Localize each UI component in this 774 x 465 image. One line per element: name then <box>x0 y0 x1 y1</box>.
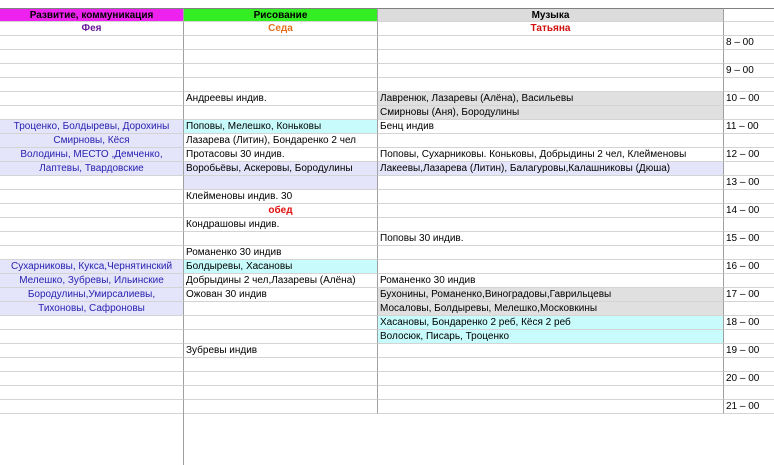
schedule-cell-c3[interactable]: Мосаловы, Болдыревы, Мелешко,Московкины <box>378 302 724 316</box>
time-cell[interactable] <box>724 386 774 400</box>
schedule-cell-c1[interactable]: Лаптевы, Твардовские <box>0 162 184 176</box>
schedule-row <box>0 162 774 176</box>
schedule-row <box>0 288 774 302</box>
schedule-cell-c2[interactable] <box>184 358 378 372</box>
schedule-cell-c3[interactable]: Поповы 30 индив. <box>378 232 724 246</box>
schedule-row <box>0 92 774 106</box>
schedule-cell-c1[interactable] <box>0 316 184 330</box>
time-cell[interactable]: 17 – 00 <box>724 288 774 302</box>
time-cell[interactable] <box>724 246 774 260</box>
time-cell[interactable] <box>724 106 774 120</box>
schedule-cell-c1[interactable] <box>0 176 184 190</box>
schedule-row <box>0 78 774 92</box>
schedule-cell-c1[interactable] <box>0 106 184 120</box>
schedule-row <box>0 232 774 246</box>
schedule-cell-c3[interactable] <box>378 372 724 386</box>
schedule-cell-c1[interactable] <box>0 64 184 78</box>
time-cell[interactable]: 9 – 00 <box>724 64 774 78</box>
schedule-cell-c2[interactable] <box>184 386 378 400</box>
schedule-cell-c3[interactable] <box>378 246 724 260</box>
schedule-cell-c2[interactable]: Протасовы 30 индив. <box>184 148 378 162</box>
schedule-cell-c3[interactable]: Бенц индив <box>378 120 724 134</box>
schedule-cell-c2[interactable]: обед <box>184 204 378 218</box>
schedule-row <box>0 134 774 148</box>
schedule-cell-c2[interactable] <box>184 36 378 50</box>
schedule-cell-c2[interactable] <box>184 302 378 316</box>
schedule-cell-c2[interactable] <box>184 176 378 190</box>
schedule-cell-c2[interactable]: Воробьёвы, Аскеровы, Бородулины <box>184 162 378 176</box>
time-cell[interactable] <box>724 190 774 204</box>
teacher-row <box>0 22 774 36</box>
schedule-cell-c3[interactable] <box>378 176 724 190</box>
schedule-row <box>0 64 774 78</box>
teacher-development[interactable]: Фея <box>0 22 184 36</box>
schedule-cell-c1[interactable] <box>0 232 184 246</box>
schedule-cell-c3[interactable] <box>378 190 724 204</box>
schedule-row <box>0 344 774 358</box>
schedule-row <box>0 260 774 274</box>
time-cell[interactable] <box>724 78 774 92</box>
subject-header-row <box>0 8 774 22</box>
schedule-cell-c3[interactable] <box>378 260 724 274</box>
schedule-cell-c1[interactable]: Тихоновы, Сафроновы <box>0 302 184 316</box>
schedule-cell-c3[interactable] <box>378 344 724 358</box>
schedule-cell-c2[interactable] <box>184 232 378 246</box>
time-header-cell[interactable] <box>724 8 774 22</box>
schedule-cell-c3[interactable] <box>378 64 724 78</box>
time-cell[interactable] <box>724 50 774 64</box>
schedule-cell-c3[interactable] <box>378 386 724 400</box>
schedule-cell-c2[interactable] <box>184 330 378 344</box>
time-cell[interactable]: 15 – 00 <box>724 232 774 246</box>
schedule-row <box>0 386 774 400</box>
schedule-cell-c3[interactable]: Волосюк, Писарь, Троценко <box>378 330 724 344</box>
schedule-cell-c1[interactable] <box>0 246 184 260</box>
schedule-cell-c2[interactable] <box>184 106 378 120</box>
time-cell[interactable] <box>724 22 774 36</box>
time-cell[interactable]: 8 – 00 <box>724 36 774 50</box>
schedule-cell-c2[interactable] <box>184 50 378 64</box>
schedule-cell-c3[interactable] <box>378 78 724 92</box>
schedule-cell-c1[interactable] <box>0 50 184 64</box>
schedule-row <box>0 330 774 344</box>
time-cell[interactable] <box>724 134 774 148</box>
schedule-cell-c1[interactable]: Смирновы, Кёся <box>0 134 184 148</box>
schedule-cell-c2[interactable]: Добрыдины 2 чел,Лазаревы (Алёна) <box>184 274 378 288</box>
subject-header-music[interactable]: Музыка <box>378 8 724 22</box>
schedule-cell-c2[interactable] <box>184 400 378 414</box>
schedule-cell-c2[interactable]: Андреевы индив. <box>184 92 378 106</box>
schedule-cell-c2[interactable] <box>184 64 378 78</box>
schedule-cell-c2[interactable] <box>184 316 378 330</box>
schedule-row <box>0 204 774 218</box>
schedule-cell-c3[interactable] <box>378 358 724 372</box>
schedule-cell-c1[interactable] <box>0 344 184 358</box>
schedule-row <box>0 246 774 260</box>
schedule-row <box>0 302 774 316</box>
schedule-row <box>0 106 774 120</box>
schedule-row <box>0 218 774 232</box>
schedule-cell-c2[interactable] <box>184 78 378 92</box>
schedule-cell-c3[interactable] <box>378 134 724 148</box>
schedule-row <box>0 358 774 372</box>
time-cell[interactable]: 21 – 00 <box>724 400 774 414</box>
schedule-cell-c3[interactable]: Лакеевы,Лазарева (Литин), Балагуровы,Калашниковы (Дюша) <box>378 162 724 176</box>
schedule-cell-c3[interactable] <box>378 400 724 414</box>
schedule-row <box>0 316 774 330</box>
schedule-cell-c1[interactable] <box>0 190 184 204</box>
subject-header-development[interactable]: Развитие, коммуникация <box>0 8 184 22</box>
schedule-cell-c1[interactable] <box>0 36 184 50</box>
schedule-cell-c1[interactable] <box>0 218 184 232</box>
schedule-cell-c2[interactable]: Ожован 30 индив <box>184 288 378 302</box>
time-cell[interactable]: 16 – 00 <box>724 260 774 274</box>
time-cell[interactable] <box>724 358 774 372</box>
schedule-cell-c2[interactable]: Болдыревы, Хасановы <box>184 260 378 274</box>
schedule-cell-c3[interactable]: Бухонины, Романенко,Виноградовы,Гаврильцевы <box>378 288 724 302</box>
schedule-cell-c2[interactable] <box>184 372 378 386</box>
schedule-cell-c1[interactable] <box>0 78 184 92</box>
schedule-row <box>0 36 774 50</box>
time-cell[interactable] <box>724 302 774 316</box>
schedule-row <box>0 148 774 162</box>
schedule-row <box>0 176 774 190</box>
time-cell[interactable]: 20 – 00 <box>724 372 774 386</box>
time-cell[interactable] <box>724 274 774 288</box>
schedule-cell-c1[interactable] <box>0 204 184 218</box>
column-divider <box>0 408 184 465</box>
schedule-cell-c1[interactable]: Володины, МЕСТО ,Демченко, <box>0 148 184 162</box>
schedule-row <box>0 372 774 386</box>
schedule-cell-c3[interactable] <box>378 36 724 50</box>
schedule-cell-c1[interactable]: Сухарниковы, Кукса,Чернятинский <box>0 260 184 274</box>
schedule-cell-c2[interactable]: Поповы, Мелешко, Коньковы <box>184 120 378 134</box>
schedule-cell-c3[interactable]: Смирновы (Аня), Бородулины <box>378 106 724 120</box>
schedule-cell-c3[interactable] <box>378 218 724 232</box>
schedule-cell-c2[interactable]: Романенко 30 индив <box>184 246 378 260</box>
time-cell[interactable] <box>724 218 774 232</box>
schedule-cell-c3[interactable]: Поповы, Сухарниковы. Коньковы, Добрыдины 2 чел, Клейменовы <box>378 148 724 162</box>
schedule-cell-c3[interactable]: Хасановы, Бондаренко 2 реб, Кёся 2 реб <box>378 316 724 330</box>
subject-header-drawing[interactable]: Рисование <box>184 8 378 22</box>
time-cell[interactable]: 18 – 00 <box>724 316 774 330</box>
schedule-row <box>0 274 774 288</box>
schedule-cell-c2[interactable]: Зубревы индив <box>184 344 378 358</box>
schedule-cell-c1[interactable]: Троценко, Болдыревы, Дорохины <box>0 120 184 134</box>
teacher-drawing[interactable]: Седа <box>184 22 378 36</box>
schedule-cell-c1[interactable] <box>0 330 184 344</box>
schedule-row <box>0 190 774 204</box>
time-cell[interactable]: 11 – 00 <box>724 120 774 134</box>
time-cell[interactable]: 14 – 00 <box>724 204 774 218</box>
schedule-cell-c3[interactable]: Лавренюк, Лазаревы (Алёна), Васильевы <box>378 92 724 106</box>
schedule-cell-c3[interactable] <box>378 204 724 218</box>
schedule-cell-c2[interactable]: Лазарева (Литин), Бондаренко 2 чел <box>184 134 378 148</box>
time-cell[interactable]: 13 – 00 <box>724 176 774 190</box>
schedule-cell-c2[interactable]: Клейменовы индив. 30 <box>184 190 378 204</box>
schedule-cell-c1[interactable] <box>0 92 184 106</box>
time-cell[interactable] <box>724 330 774 344</box>
time-cell[interactable] <box>724 162 774 176</box>
schedule-cell-c1[interactable] <box>0 386 184 400</box>
schedule-cell-c1[interactable]: Мелешко, Зубревы, Ильинские <box>0 274 184 288</box>
schedule-cell-c1[interactable]: Бородулины,Умирсалиевы, <box>0 288 184 302</box>
schedule-row <box>0 120 774 134</box>
schedule-row <box>0 50 774 64</box>
schedule-cell-c2[interactable]: Кондрашовы индив. <box>184 218 378 232</box>
schedule-cell-c3[interactable]: Романенко 30 индив <box>378 274 724 288</box>
schedule-cell-c1[interactable] <box>0 358 184 372</box>
teacher-music[interactable]: Татьяна <box>378 22 724 36</box>
time-cell[interactable]: 12 – 00 <box>724 148 774 162</box>
schedule-cell-c3[interactable] <box>378 50 724 64</box>
time-cell[interactable]: 10 – 00 <box>724 92 774 106</box>
schedule-cell-c1[interactable] <box>0 372 184 386</box>
time-cell[interactable]: 19 – 00 <box>724 344 774 358</box>
